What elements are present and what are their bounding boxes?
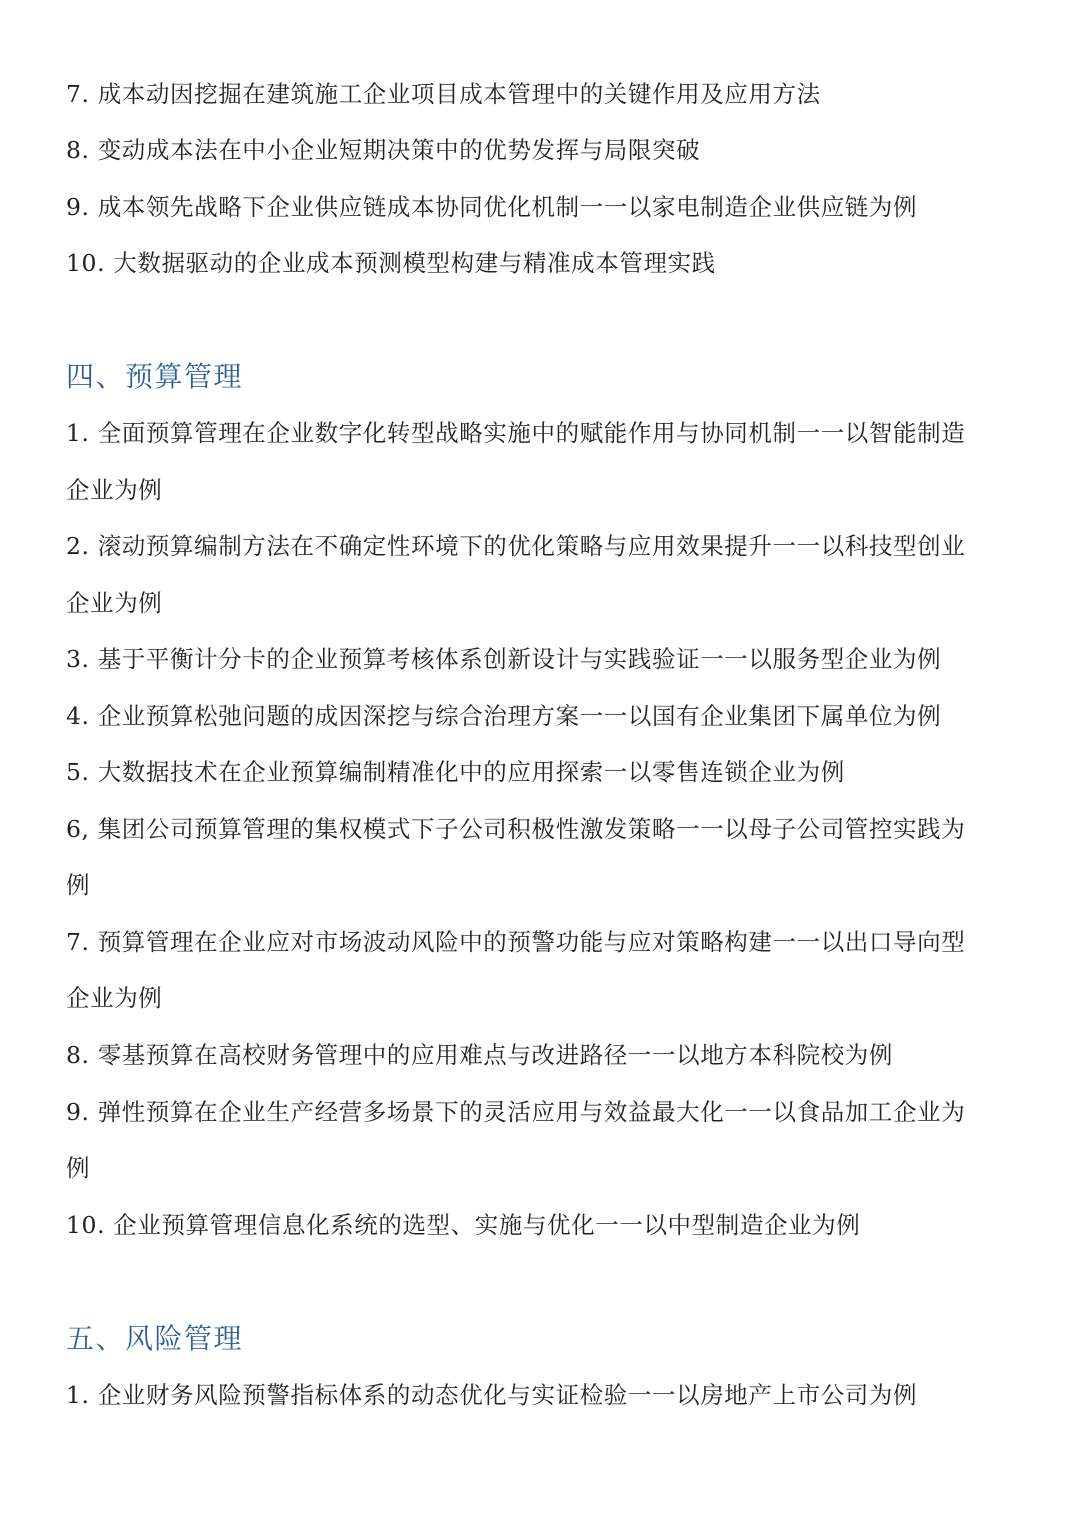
- list-item-continuation: 企业为例: [66, 476, 163, 504]
- list-item: 8. 零基预算在高校财务管理中的应用难点与改进路径一一以地方本科院校为例: [66, 1041, 893, 1069]
- list-item-continuation: 例: [66, 1154, 91, 1182]
- list-item-continuation: 企业为例: [66, 589, 163, 617]
- list-item-continuation: 企业为例: [66, 984, 163, 1012]
- list-item: 6, 集团公司预算管理的集权模式下子公司积极性激发策略一一以母子公司管控实践为: [66, 815, 966, 843]
- list-item: 7. 成本动因挖掘在建筑施工企业项目成本管理中的关键作用及应用方法: [66, 80, 821, 108]
- list-item: 1. 全面预算管理在企业数字化转型战略实施中的赋能作用与协同机制一一以智能制造: [66, 419, 966, 447]
- list-item: 4. 企业预算松弛问题的成因深挖与综合治理方案一一以国有企业集团下属单位为例: [66, 702, 942, 730]
- list-item: 9. 弹性预算在企业生产经营多场景下的灵活应用与效益最大化一一以食品加工企业为: [66, 1098, 966, 1126]
- list-item: 3. 基于平衡计分卡的企业预算考核体系创新设计与实践验证一一以服务型企业为例: [66, 645, 942, 673]
- list-item: 8. 变动成本法在中小企业短期决策中的优势发挥与局限突破: [66, 136, 701, 164]
- list-item: 9. 成本领先战略下企业供应链成本协同优化机制一一以家电制造企业供应链为例: [66, 193, 918, 221]
- list-item: 5. 大数据技术在企业预算编制精准化中的应用探索一以零售连锁企业为例: [66, 758, 845, 786]
- list-item: 7. 预算管理在企业应对市场波动风险中的预警功能与应对策略构建一一以出口导向型: [66, 928, 966, 956]
- section-heading-risk: 五、风险管理: [66, 1322, 244, 1355]
- section-heading-budget: 四、预算管理: [66, 360, 244, 393]
- list-item: 1. 企业财务风险预警指标体系的动态优化与实证检验一一以房地产上市公司为例: [66, 1381, 918, 1409]
- list-item: 10. 大数据驱动的企业成本预测模型构建与精准成本管理实践: [66, 249, 716, 277]
- list-item-continuation: 例: [66, 871, 91, 899]
- list-item: 10. 企业预算管理信息化系统的选型、实施与优化一一以中型制造企业为例: [66, 1211, 861, 1239]
- list-item: 2. 滚动预算编制方法在不确定性环境下的优化策略与应用效果提升一一以科技型创业: [66, 532, 966, 560]
